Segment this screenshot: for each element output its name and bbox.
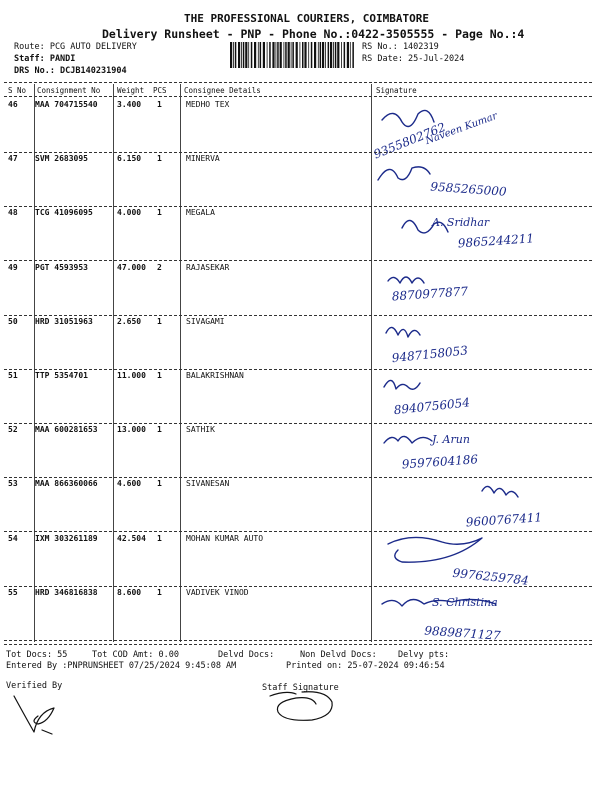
barcode-bar (347, 42, 349, 68)
barcode-bar (251, 42, 253, 68)
col-header-consignment: Consignment No (37, 86, 101, 95)
row-consignee: BALAKRISHNAN (186, 371, 244, 380)
row-separator (4, 586, 592, 587)
barcode-bar (284, 42, 285, 68)
barcode-bar (350, 42, 351, 68)
barcode-bar (302, 42, 304, 68)
row-separator (4, 206, 592, 207)
barcode-bar (330, 42, 332, 68)
row-consignee: MOHAN KUMAR AUTO (186, 533, 264, 543)
signature-scribble-icon (372, 263, 592, 317)
col-header-signature: Signature (376, 86, 417, 95)
row-pcs: 1 (157, 100, 162, 109)
row-consignee: MEDHO TEX (186, 100, 230, 109)
row-separator (4, 531, 592, 532)
signature-scribble-icon (372, 534, 592, 588)
barcode-bar (233, 42, 234, 68)
signature-stroke (388, 277, 424, 283)
row-consignment-no: TTP 5354701 (35, 371, 88, 380)
barcode-bar (291, 42, 292, 68)
signature-name: Naveen Kumar (423, 110, 499, 147)
row-weight: 8.600 (117, 587, 142, 597)
signature-scribble-icon (371, 100, 592, 162)
row-consignment-no: HRD 31051963 (35, 316, 93, 326)
row-weight: 3.400 (117, 100, 142, 109)
signature-phone-number: 8870977877 (391, 283, 469, 304)
signature-phone-number: 9355802762 (371, 119, 448, 162)
signature-name: J. Arun (432, 433, 470, 447)
printed-on: Printed on: 25-07-2024 09:46:54 (286, 661, 445, 671)
row-separator (4, 315, 592, 316)
signature-scribble-icon (372, 479, 592, 533)
footer-rule (4, 644, 592, 645)
entered-by: Entered By :PNPRUNSHEET 07/25/2024 9:45:08 AM (6, 661, 237, 671)
barcode-icon (230, 42, 356, 68)
barcode-bar (243, 42, 245, 68)
signature-stroke (384, 380, 420, 389)
table-row (0, 208, 600, 262)
signature-name: S. Christina (432, 595, 498, 609)
signature-scribble-icon (372, 588, 592, 642)
row-sno: 49 (8, 262, 18, 272)
barcode-bar (258, 42, 259, 68)
row-consignee: MEGALA (186, 208, 215, 218)
drs-number: DRS No.: DCJB140231904 (14, 66, 127, 76)
barcode-bar (277, 42, 279, 68)
row-pcs: 1 (157, 587, 162, 597)
row-consignment-no: MAA 866360066 (35, 479, 98, 489)
handwritten-signature (372, 208, 592, 262)
col-header-weight: Weight (117, 86, 145, 95)
table-top-rule (4, 82, 592, 83)
row-weight: 42.504 (117, 533, 146, 543)
row-weight: 13.000 (117, 425, 146, 435)
barcode-bar (269, 42, 271, 68)
row-weight: 6.150 (117, 154, 142, 164)
row-separator (4, 260, 592, 261)
barcode-bar (318, 42, 319, 68)
row-sno: 52 (8, 425, 18, 435)
row-consignment-no: IXM 303261189 (35, 533, 98, 543)
table-row (0, 371, 600, 425)
row-consignment-no: TCG 41096095 (35, 208, 93, 218)
handwritten-signature (372, 588, 592, 642)
barcode-bar (320, 42, 322, 68)
barcode-bar (267, 42, 268, 68)
barcode-bar (248, 42, 249, 68)
barcode-bar (304, 42, 306, 68)
runsheet-subtitle: Delivery Runsheet - PNP - Phone No.:0422-3505555 - Page No.:4 (102, 27, 525, 41)
col-header-pcs: PCS (153, 86, 167, 95)
barcode-bar (325, 42, 326, 68)
barcode-bar (292, 42, 294, 68)
row-weight: 2.650 (117, 316, 142, 326)
handwritten-signature (372, 371, 592, 425)
handwritten-signature (372, 317, 592, 371)
row-consignee: SIVAGAMI (186, 316, 225, 326)
row-consignee: SIVANESAN (186, 479, 230, 489)
row-consignment-no: MAA 704715540 (35, 100, 98, 109)
barcode-bar (296, 42, 298, 68)
barcode-bar (280, 42, 282, 68)
signature-stroke (482, 487, 518, 498)
rs-number: RS No.: 1402319 (362, 42, 439, 52)
row-weight: 47.000 (117, 262, 146, 272)
row-pcs: 1 (157, 425, 162, 435)
delivered-docs: Delvd Docs: (218, 650, 275, 660)
table-row (0, 479, 600, 533)
row-sno: 55 (8, 587, 18, 597)
barcode-bar (272, 42, 274, 68)
signature-phone-number: 8940756054 (393, 395, 471, 418)
barcode-bar (352, 42, 354, 68)
barcode-bar (337, 42, 339, 68)
row-consignment-no: SVM 2683095 (35, 154, 88, 164)
barcode-bar (341, 42, 342, 68)
handwritten-signature (372, 263, 592, 317)
col-header-sno: S No (8, 86, 27, 95)
barcode-bar (241, 42, 242, 68)
barcode-bar (335, 42, 337, 68)
row-consignee: SATHIK (186, 425, 215, 435)
route-label: Route: PCG AUTO DELIVERY (14, 42, 137, 52)
non-delivered-docs: Non Delvd Docs: (300, 650, 377, 660)
row-separator (4, 152, 592, 153)
delivery-points: Delvy pts: (398, 650, 450, 660)
barcode-bar (285, 42, 287, 68)
row-sno: 50 (8, 316, 18, 326)
signature-phone-number: 9597604186 (401, 452, 479, 472)
verified-by-label: Verified By (6, 681, 63, 691)
signature-scribble-icon (372, 154, 592, 208)
row-pcs: 1 (157, 533, 162, 543)
row-weight: 11.000 (117, 371, 146, 380)
barcode-bar (328, 42, 330, 68)
barcode-bar (230, 42, 232, 68)
verifier-signature-icon (8, 688, 68, 738)
barcode-bar (245, 42, 247, 68)
table-row (0, 425, 600, 479)
signature-scribble-icon (372, 208, 592, 262)
col-header-consignee: Consignee Details (184, 86, 261, 95)
barcode-bar (311, 42, 313, 68)
row-sno: 54 (8, 533, 18, 543)
barcode-bar (288, 42, 290, 68)
barcode-bar (333, 42, 334, 68)
handwritten-signature (372, 534, 592, 588)
row-consignment-no: HRD 346816838 (35, 587, 98, 597)
barcode-bar (300, 42, 301, 68)
barcode-bar (263, 42, 265, 68)
row-sno: 46 (8, 100, 18, 109)
row-pcs: 1 (157, 316, 162, 326)
row-weight: 4.000 (117, 208, 142, 218)
signature-stroke (382, 110, 434, 126)
row-pcs: 1 (157, 479, 162, 489)
signature-phone-number: 9585265000 (429, 179, 508, 200)
signature-phone-number: 9889871127 (423, 623, 502, 643)
total-docs: Tot Docs: 55 (6, 650, 68, 660)
handwritten-signature (372, 425, 592, 479)
row-pcs: 1 (157, 154, 162, 164)
signature-stroke (386, 327, 420, 337)
signature-stroke (384, 437, 432, 444)
barcode-bar (254, 42, 256, 68)
table-row (0, 317, 600, 371)
signature-phone-number: 9600767411 (465, 510, 543, 530)
row-consignee: MINERVA (186, 154, 220, 164)
table-header-rule (4, 96, 592, 97)
barcode-bar (260, 42, 262, 68)
row-sno: 48 (8, 208, 18, 218)
signature-stroke (378, 167, 430, 180)
row-sno: 51 (8, 371, 18, 380)
row-pcs: 1 (157, 371, 162, 380)
barcode-bar (238, 42, 240, 68)
row-sno: 47 (8, 154, 18, 164)
staff-label: Staff: PANDI (14, 54, 76, 64)
staff-signature-label: Staff Signature (262, 683, 339, 693)
table-row (0, 534, 600, 588)
row-sno: 53 (8, 479, 18, 489)
total-cod-amount: Tot COD Amt: 0.00 (92, 650, 179, 660)
signature-phone-number: 9865244211 (457, 231, 535, 251)
barcode-bar (235, 42, 237, 68)
row-separator (4, 640, 592, 641)
signature-scribble-icon (372, 317, 592, 371)
row-separator (4, 423, 592, 424)
row-separator (4, 369, 592, 370)
handwritten-signature (372, 479, 592, 533)
signature-scribble-icon (372, 425, 592, 479)
signature-phone-number: 9976259784 (451, 565, 530, 588)
table-row (0, 154, 600, 208)
company-title: THE PROFESSIONAL COURIERS, COIMBATORE (184, 12, 430, 25)
row-separator (4, 477, 592, 478)
row-weight: 4.600 (117, 479, 142, 489)
row-pcs: 1 (157, 208, 162, 218)
row-consignee: RAJASEKAR (186, 262, 230, 272)
signature-scribble-icon (372, 371, 592, 425)
table-row (0, 588, 600, 642)
barcode-bar (344, 42, 346, 68)
rs-date: RS Date: 25-Jul-2024 (362, 54, 465, 64)
handwritten-signature (372, 154, 592, 208)
barcode-bar (276, 42, 277, 68)
barcode-bar (308, 42, 309, 68)
signature-phone-number: 9487158053 (391, 343, 469, 366)
table-row (0, 263, 600, 317)
row-consignment-no: MAA 600281653 (35, 425, 98, 435)
row-consignment-no: PGT 4593953 (35, 262, 88, 272)
signature-name: A. Sridhar (432, 216, 490, 230)
barcode-bar (322, 42, 324, 68)
staff-signature-icon (262, 686, 352, 726)
barcode-bar (314, 42, 316, 68)
row-consignee: VADIVEK VINOD (186, 587, 249, 597)
row-pcs: 2 (157, 262, 162, 272)
handwritten-signature (371, 100, 592, 162)
signature-stroke (388, 537, 482, 562)
